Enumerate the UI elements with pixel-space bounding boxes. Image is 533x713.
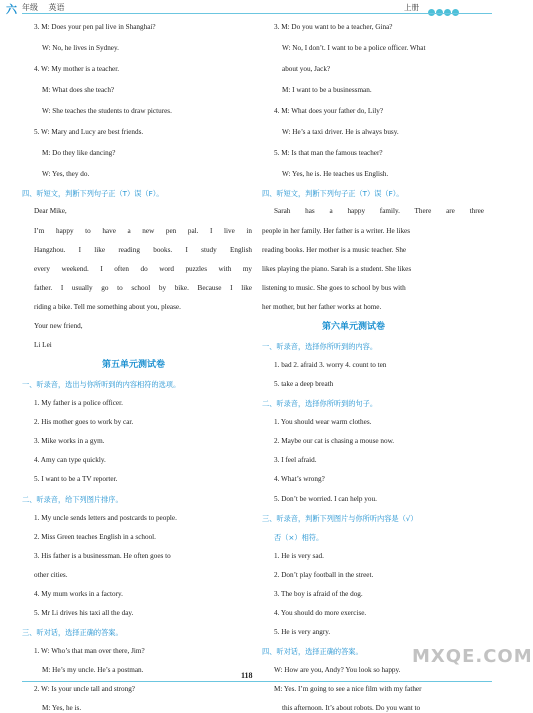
section-heading: 四、听对话，选择正确的答案。	[262, 647, 363, 656]
header-left	[22, 2, 73, 13]
text-line: 5. He is very angry.	[274, 628, 331, 636]
text-line: 3. His father is a businessman. He often goes to	[34, 552, 171, 560]
text-line: listening to music. She goes to school by bus with	[262, 284, 406, 292]
text-line: Dear Mike,	[34, 207, 67, 215]
text-line: riding a bike. Tell me something about you, please.	[34, 303, 181, 311]
footer-rule	[22, 681, 492, 682]
page-number: 118	[241, 671, 253, 680]
section-heading: 四、听短文，判断下列句子正（T）误（F）。	[262, 189, 404, 198]
volume-label: 上册	[404, 3, 419, 12]
text-line: 5. M: Is that man the famous teacher?	[274, 149, 383, 157]
header-rule	[22, 13, 492, 14]
text-line: 4. What’s wrong?	[274, 475, 325, 483]
section-heading: 二、听录音，选择你所听到的句子。	[262, 399, 378, 408]
text-line: likes playing the piano. Sarah is a student. She likes	[262, 265, 412, 273]
unit-title: 第五单元测试卷	[102, 359, 166, 369]
text-line: other cities.	[34, 571, 68, 579]
text-line: 3. M: Do you want to be a teacher, Gina?	[274, 23, 393, 31]
text-line: Hangzhou. I like reading books. I study English	[34, 246, 252, 254]
text-line: 2. Don’t play football in the street.	[274, 571, 374, 579]
text-line: Li Lei	[34, 341, 52, 349]
text-line: 5. I want to be a TV reporter.	[34, 475, 118, 483]
text-line: 2. His mother goes to work by car.	[34, 418, 134, 426]
text-line: her mother, but her father works at home.	[262, 303, 382, 311]
section-heading: 否（×）相符。	[274, 533, 324, 542]
section-heading: 二、听录音，给下列图片排序。	[22, 495, 123, 504]
text-line: W: He’s a taxi driver. He is always busy.	[282, 128, 399, 136]
text-line: M: Do they like dancing?	[42, 149, 116, 157]
text-line: Your new friend,	[34, 322, 83, 330]
decorative-dots-icon	[428, 3, 460, 21]
text-line: 4. M: What does your father do, Lily?	[274, 107, 384, 115]
text-line: W: Yes, he is. He teaches us English.	[282, 170, 389, 178]
section-heading: 三、听对话，选择正确的答案。	[22, 628, 123, 637]
text-line: 3. The boy is afraid of the dog.	[274, 590, 363, 598]
text-line: 1. bad 2. afraid 3. worry 4. count to ten	[274, 361, 387, 369]
text-line: 1. He is very sad.	[274, 552, 324, 560]
text-line: father. I usually go to school by bike. Because I like	[34, 284, 252, 292]
text-line: about you, Jack?	[282, 65, 331, 73]
subject-label: 英语	[48, 3, 65, 12]
text-line: 2. W: Is your uncle tall and strong?	[34, 685, 135, 693]
text-line: W: No, he lives in Sydney.	[42, 44, 119, 52]
text-line: 1. My uncle sends letters and postcards to people.	[34, 514, 177, 522]
text-line: W: How are you, Andy? You look so happy.	[274, 666, 401, 674]
text-line: M: I want to be a businessman.	[282, 86, 372, 94]
grade-mark: 六	[6, 3, 17, 16]
text-line: 5. take a deep breath	[274, 380, 334, 388]
text-line: 5. Don’t be worried. I can help you.	[274, 495, 377, 503]
text-line: people in her family. Her father is a writer. He likes	[262, 227, 411, 235]
text-line: W: Yes, they do.	[42, 170, 90, 178]
text-line: every weekend. I often do word puzzles with my	[34, 265, 252, 273]
text-line: M: Yes. I’m going to see a nice film with my father	[274, 685, 422, 693]
text-line: 4. My mum works in a factory.	[34, 590, 123, 598]
section-heading: 一、听录音，选出与你所听到的内容相符的选项。	[22, 380, 181, 389]
text-line: reading books. Her mother is a music teacher. She	[262, 246, 407, 254]
text-line: 3. Mike works in a gym.	[34, 437, 105, 445]
text-line: 4. Amy can type quickly.	[34, 456, 106, 464]
text-line: 1. W: Who’s that man over there, Jim?	[34, 647, 145, 655]
unit-title: 第六单元测试卷	[322, 321, 386, 331]
text-line: M: What does she teach?	[42, 86, 115, 94]
section-heading: 三、听录音，判断下列图片与你所听内容是（√）	[262, 514, 418, 523]
text-line: 2. Miss Green teaches English in a school.	[34, 533, 156, 541]
section-heading: 四、听短文，判断下列句子正（T）误（F）。	[22, 189, 164, 198]
text-line: 1. My father is a police officer.	[34, 399, 123, 407]
text-line: 5. W: Mary and Lucy are best friends.	[34, 128, 144, 136]
text-line: 4. W: My mother is a teacher.	[34, 65, 120, 73]
text-line: I’m happy to have a new pen pal. I live in	[34, 227, 252, 235]
text-line: 4. You should do more exercise.	[274, 609, 367, 617]
watermark-logo: MXQE.COM	[412, 646, 533, 667]
page-header	[0, 0, 500, 14]
text-line: this afternoon. It’s about robots. Do you want to	[282, 704, 421, 712]
text-line: W: No, I don’t. I want to be a police officer. What	[282, 44, 426, 52]
text-line: 1. You should wear warm clothes.	[274, 418, 372, 426]
text-line: 5. Mr Li drives his taxi all the day.	[34, 609, 134, 617]
grade-label: 年级	[22, 3, 38, 12]
text-line: 3. M: Does your pen pal live in Shanghai?	[34, 23, 156, 31]
text-line: 3. I feel afraid.	[274, 456, 317, 464]
text-line: M: Yes, he is.	[42, 704, 82, 712]
text-line: 2. Maybe our cat is chasing a mouse now.	[274, 437, 395, 445]
text-line: W: She teaches the students to draw pictures.	[42, 107, 172, 115]
section-heading: 一、听录音，选择你所听到的内容。	[262, 342, 378, 351]
text-line: Sarah has a happy family. There are three	[274, 207, 484, 215]
text-line: M: He’s my uncle. He’s a postman.	[42, 666, 144, 674]
